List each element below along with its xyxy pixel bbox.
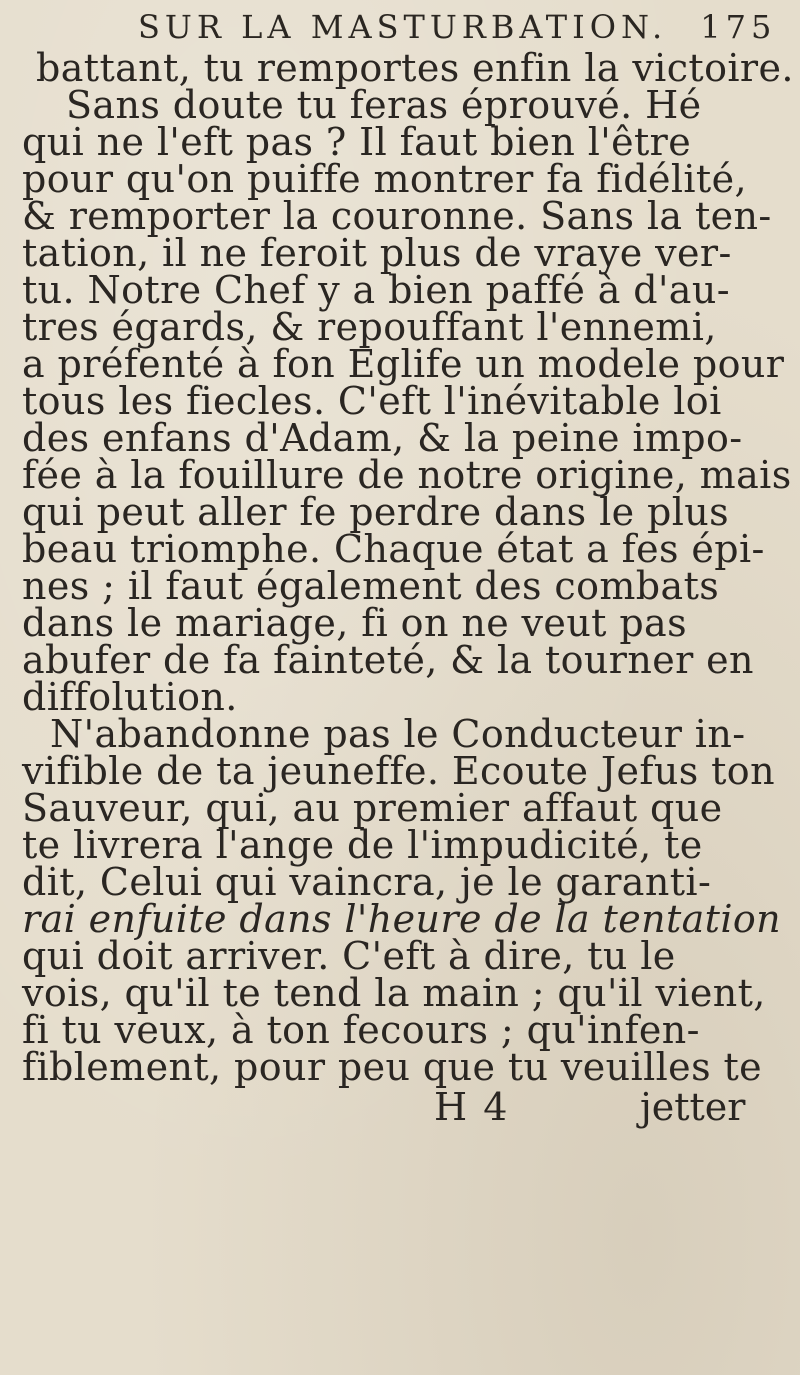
- text-line: abufer de fa fainteté, & la tourner en: [22, 638, 754, 682]
- page-number: 175: [700, 8, 777, 46]
- text-line: nes ; il faut également des combats: [22, 564, 720, 608]
- running-head-title: SUR LA MASTURBATION.: [138, 8, 668, 46]
- text-line: & remporter la couronne. Sans la ten-: [22, 194, 772, 238]
- text-line: qui peut aller fe perdre dans le plus: [22, 490, 730, 534]
- catchword: jetter: [640, 1085, 746, 1129]
- running-head: [138, 8, 778, 46]
- text-line: des enfans d'Adam, & la peine impo-: [22, 416, 743, 460]
- text-line: rai enfuite dans l'heure de la tentation: [22, 897, 782, 941]
- text-line: tres égards, & repouffant l'ennemi,: [22, 305, 717, 349]
- text-line: qui ne l'eft pas ? Il faut bien l'être: [22, 120, 692, 164]
- text-line: tous les fiecles. C'eft l'inévitable loi: [22, 379, 722, 423]
- text-line: vois, qu'il te tend la main ; qu'il vient,: [22, 971, 766, 1015]
- text-line: N'abandonne pas le Conducteur in-: [50, 712, 746, 756]
- text-line: pour qu'on puiffe montrer fa fidélité,: [22, 157, 747, 201]
- text-line: te livrera l'ange de l'impudicité, te: [22, 823, 703, 867]
- text-line: beau triomphe. Chaque état a fes épi-: [22, 527, 765, 571]
- text-line: fiblement, pour peu que tu veuilles te: [22, 1045, 763, 1089]
- text-line: fée à la fouillure de notre origine, mais: [22, 453, 792, 497]
- signature-mark: H 4: [434, 1085, 510, 1129]
- text-line: diffolution.: [22, 675, 238, 719]
- text-line: battant, tu remportes enfin la victoire.: [36, 46, 794, 90]
- text-line: a préfenté à fon Eglife un modele pour: [22, 342, 785, 386]
- text-line: dans le mariage, fi on ne veut pas: [22, 601, 688, 645]
- text-line: vifible de ta jeuneffe. Ecoute Jefus ton: [22, 749, 775, 793]
- text-line: dit, Celui qui vaincra, je le garanti-: [22, 860, 712, 904]
- text-line: Sans doute tu feras éprouvé. Hé: [66, 83, 702, 127]
- text-line: tu. Notre Chef y a bien paffé à d'au-: [22, 268, 730, 312]
- text-line: fi tu veux, à ton fecours ; qu'infen-: [22, 1008, 700, 1052]
- text-line: qui doit arriver. C'eft à dire, tu le: [22, 934, 676, 978]
- text-line: tation, il ne feroit plus de vraye ver-: [22, 231, 732, 275]
- text-line: Sauveur, qui, au premier affaut que: [22, 786, 723, 830]
